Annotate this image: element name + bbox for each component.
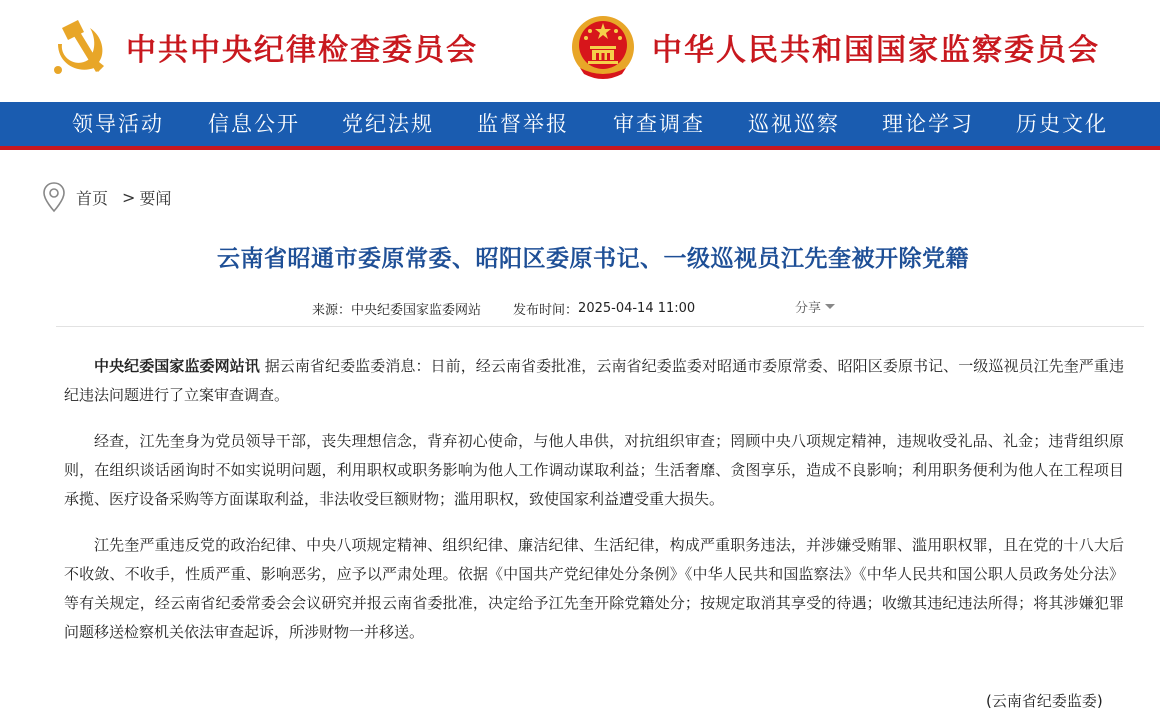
divider bbox=[56, 326, 1144, 327]
org-ccdi-name: 中共中央纪律检查委员会 bbox=[126, 33, 478, 68]
article-paragraph-1: 据云南省纪委监委消息：日前，经云南省委批准，云南省纪委监委对昭通市委原常委、昭阳区委原书记、一级巡视员江先奎严重违纪违法问题进行了立案审查调查。 bbox=[64, 357, 1124, 404]
time-value: 2025-04-14 11:00 bbox=[578, 300, 696, 316]
source-label: 来源： bbox=[312, 302, 352, 318]
nav-item-history[interactable]: 历史文化 bbox=[1016, 112, 1108, 136]
page-title: 云南省昭通市委原常委、昭阳区委原书记、一级巡视员江先奎被开除党籍 bbox=[217, 246, 969, 272]
article-body bbox=[64, 352, 1124, 664]
nav-item-leadership[interactable]: 领导活动 bbox=[72, 112, 164, 136]
article-footer-source: (云南省纪委监委) bbox=[986, 692, 1103, 710]
article-paragraph-2: 经查，江先奎身为党员领导干部，丧失理想信念，背弃初心使命，与他人串供，对抗组织审查；罔顾中央八项规定精神，违规收受礼品、礼金；违背组织原则，在组织谈话函询时不如实说明问题，利用职权或职务影响为他人工作调动谋取利益；生活奢靡、贪图享乐，造成不良影响；利用职务便利为他人在工程项目承揽、医疗设备采购等方面谋取利益，非法收受巨额财物；滥用职权，致使国家利益遭受重大损失。 bbox=[64, 432, 1124, 508]
article-lead: 中央纪委国家监委网站讯 bbox=[94, 357, 260, 375]
breadcrumb-home[interactable]: 首页 bbox=[76, 188, 109, 208]
share-label: 分享 bbox=[795, 301, 822, 316]
breadcrumb-separator: > bbox=[122, 187, 136, 207]
article-meta bbox=[312, 298, 695, 318]
nav-item-report[interactable]: 监督举报 bbox=[477, 112, 569, 136]
article-paragraph bbox=[64, 352, 1124, 410]
nav-item-theory[interactable]: 理论学习 bbox=[882, 112, 974, 136]
source-value: 中央纪委国家监委网站 bbox=[351, 302, 482, 318]
caret-down-icon bbox=[825, 304, 835, 309]
time-label: 发布时间： bbox=[513, 302, 579, 318]
nav-item-investigation[interactable]: 审查调查 bbox=[613, 112, 705, 136]
share-button[interactable] bbox=[795, 297, 835, 316]
article-paragraph-3: 江先奎严重违反党的政治纪律、中央八项规定精神、组织纪律、廉洁纪律、生活纪律，构成严重职务违法，并涉嫌受贿罪、滥用职权罪，且在党的十八大后不收敛、不收手，性质严重、影响恶劣，应予以严肃处理。依据《中国共产党纪律处分条例》《中华人民共和国监察法》《中华人民共和国公职人员政务处分法》等有关规定，经云南省纪委常委会会议研究并报云南省委批准，决定给予江先奎开除党籍处分；按规定取消其享受的待遇；收缴其违纪违法所得；将其涉嫌犯罪问题移送检察机关依法审查起诉，所涉财物一并移送。 bbox=[64, 536, 1124, 641]
party-emblem-icon bbox=[44, 14, 110, 80]
org-nsc-name: 中华人民共和国国家监察委员会 bbox=[652, 33, 1100, 68]
location-pin-icon bbox=[42, 181, 66, 213]
breadcrumb bbox=[42, 180, 171, 214]
org-nsc[interactable] bbox=[570, 14, 1100, 80]
nav-item-info[interactable]: 信息公开 bbox=[208, 112, 300, 136]
nav-item-regulations[interactable]: 党纪法规 bbox=[342, 112, 434, 136]
national-emblem-icon bbox=[570, 14, 636, 80]
header-banner bbox=[0, 0, 1160, 102]
nav-item-inspection[interactable]: 巡视巡察 bbox=[748, 112, 840, 136]
breadcrumb-current[interactable]: 要闻 bbox=[139, 188, 172, 208]
main-nav bbox=[0, 102, 1160, 150]
org-ccdi[interactable] bbox=[44, 14, 478, 80]
